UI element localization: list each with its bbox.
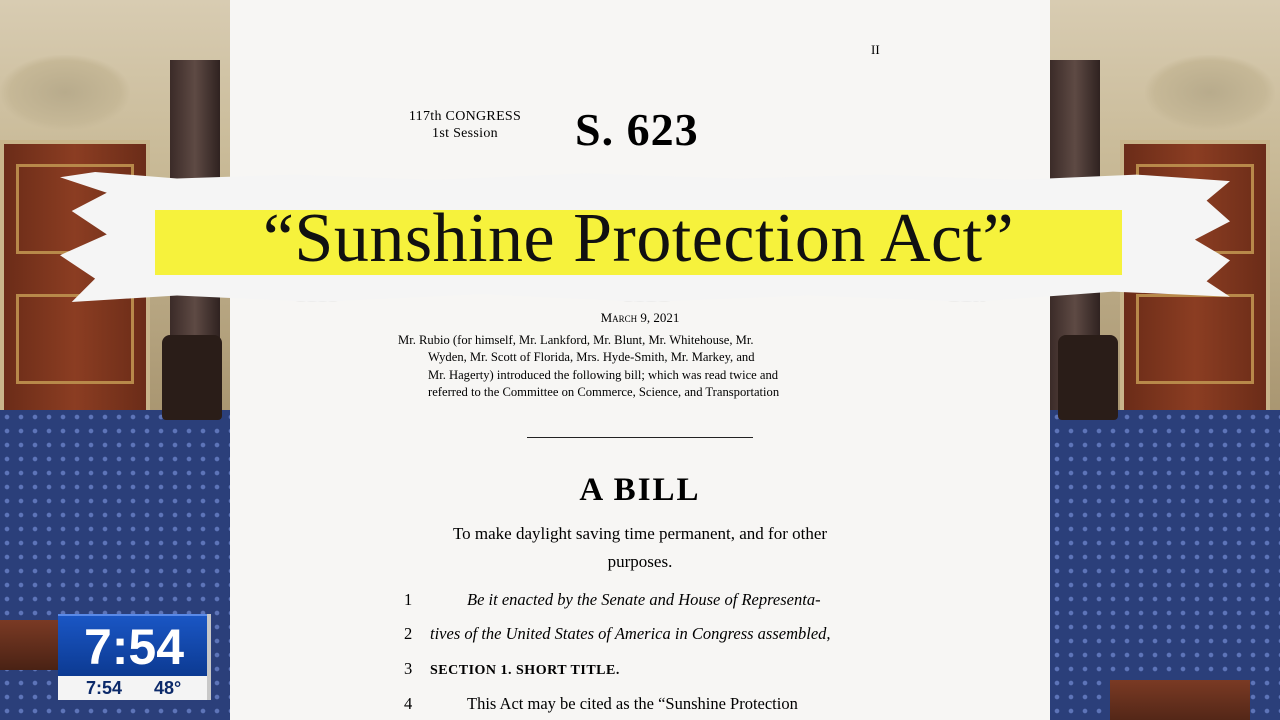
session-line: 1st Session (432, 126, 498, 141)
bug-edge (207, 614, 211, 700)
line-number: 1 (404, 590, 413, 609)
bill-line (404, 590, 821, 610)
line-text: Be it enacted by the Senate and House of Representa- (467, 590, 821, 609)
bill-date: March 9, 2021 (600, 310, 680, 325)
sponsor-line: Wyden, Mr. Scott of Florida, Mrs. Hyde-Smith, Mr. Markey, and (428, 350, 755, 365)
clock-small: 7:54 (86, 678, 123, 698)
door-panel (1136, 294, 1254, 384)
clock-large: 7:54 (58, 614, 210, 676)
line-text: This Act may be cited as the “Sunshine Protection (467, 694, 798, 713)
congress-line: 117th CONGRESS (408, 109, 522, 124)
chamber-carpet (1050, 410, 1280, 720)
congress-session (380, 108, 550, 142)
chamber-background-left (0, 0, 230, 720)
bill-heading: A BILL (579, 472, 701, 508)
temperature: 48° (154, 678, 182, 698)
sponsors-paragraph (398, 332, 884, 402)
senate-chair (162, 335, 222, 420)
time-weather-bug (58, 614, 210, 700)
purpose-line: purposes. (607, 552, 673, 571)
chamber-background-right (1050, 0, 1280, 720)
divider-rule (527, 437, 753, 438)
eagle-relief-icon (0, 55, 130, 130)
line-number: 3 (404, 659, 413, 678)
bill-line (404, 659, 620, 679)
senate-desk (1110, 680, 1250, 720)
bill-number: S. 623 (575, 104, 699, 155)
door-panel (16, 294, 134, 384)
clock-temperature-bar (58, 676, 210, 700)
sponsor-line: referred to the Committee on Commerce, Science, and Transportation (428, 385, 780, 400)
line-number: 4 (404, 694, 413, 713)
line-number: 2 (404, 624, 413, 643)
section-title: SECTION 1. SHORT TITLE. (430, 663, 620, 678)
senate-chair (1058, 335, 1118, 420)
bill-line (404, 624, 831, 644)
eagle-relief-icon (1145, 55, 1275, 130)
sponsor-line: Mr. Hagerty) introduced the following bill; which was read twice and (428, 367, 779, 382)
purpose-line: To make daylight saving time permanent, and for other (452, 524, 828, 543)
bill-purpose (410, 520, 870, 576)
bill-line (404, 694, 798, 714)
banner-title: “Sunshine Protection Act” (262, 200, 1015, 277)
document-corner-mark: II (871, 42, 880, 57)
sponsor-line: Mr. Rubio (for himself, Mr. Lankford, Mr. Blunt, Mr. Whitehouse, Mr. (398, 333, 754, 347)
line-text: tives of the United States of America in Congress assembled, (430, 624, 831, 643)
